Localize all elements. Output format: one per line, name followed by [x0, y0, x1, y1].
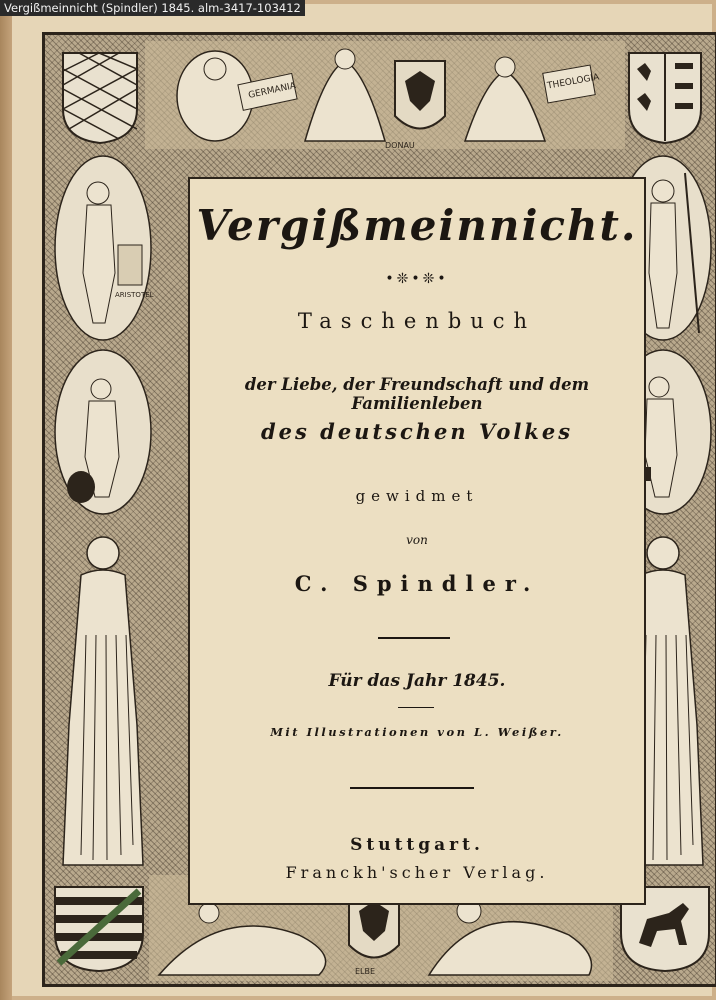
title-ornament: •❊•❊• — [385, 271, 449, 287]
elbe-label: ELBE — [355, 967, 376, 976]
bottom-left-saxony-coat-of-arms — [51, 883, 147, 975]
image-caption: Vergißmeinnicht (Spindler) 1845. alm-3417-103412 — [0, 0, 305, 16]
book-spine-edge — [0, 0, 12, 1000]
divider-rule-3 — [350, 787, 474, 789]
von-word: von — [406, 533, 428, 547]
wurttemberg-coat-of-arms — [625, 49, 705, 145]
year-line: Für das Jahr 1845. — [328, 671, 506, 691]
author-name: C. Spindler. — [294, 571, 540, 596]
divider-rule-1 — [378, 637, 450, 639]
dedication-word: gewidmet — [355, 487, 479, 505]
left-sculptor-cherub-vignette — [53, 153, 153, 343]
publisher-name: Franckh'scher Verlag. — [285, 863, 549, 882]
title-panel — [188, 177, 646, 905]
left-smith-cherub-vignette — [53, 347, 153, 517]
publication-city: Stuttgart. — [350, 835, 484, 855]
aristoteles-label: ARISTOTEL — [115, 291, 154, 299]
subtitle-line-1: der Liebe, der Freundschaft und dem Familienleben — [244, 375, 590, 413]
subtitle-taschenbuch: Taschenbuch — [297, 309, 537, 333]
donau-label: DONAU — [385, 141, 415, 150]
left-caryatid-figure — [51, 525, 155, 885]
theologia-scroll-label: THEOLOGIA — [546, 72, 601, 92]
subtitle-line-2: des deutschen Volkes — [260, 419, 574, 444]
bavaria-coat-of-arms — [59, 49, 141, 145]
book-page — [12, 4, 712, 996]
divider-rule-2 — [398, 707, 434, 708]
germania-scroll-label: GERMANIA — [247, 81, 297, 101]
illustrator-line: Mit Illustrationen von L. Weißer. — [270, 725, 564, 739]
top-allegorical-figures — [145, 41, 625, 149]
book-title: Vergißmeinnicht. — [196, 201, 638, 250]
engraved-border-frame — [42, 32, 716, 987]
